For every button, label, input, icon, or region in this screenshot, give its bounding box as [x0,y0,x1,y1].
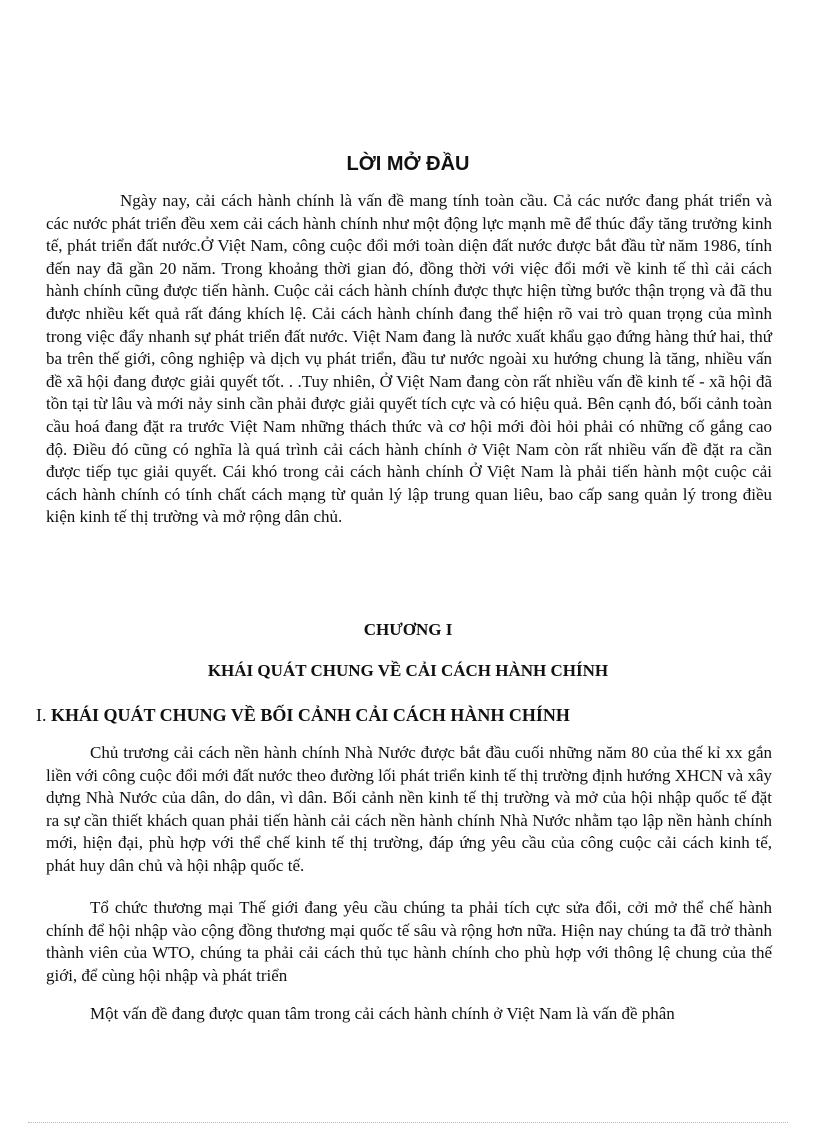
section-heading [36,703,570,727]
section-number: I. [36,705,47,725]
chapter-title: KHÁI QUÁT CHUNG VỀ CẢI CÁCH HÀNH CHÍNH [207,661,609,680]
section-title: KHÁI QUÁT CHUNG VỀ BỐI CẢNH CẢI CÁCH HÀNH CHÍNH [51,705,570,725]
body-paragraph: Chủ trương cải cách nền hành chính Nhà Nước được bắt đầu cuối những năm 80 của thế kỉ xx gắn liền với công cuộc đổi mới đất nước theo đường lối phát triển kinh tế thị trường định hướng XHCN và xây dựng Nhà Nước của dân, do dân, vì dân. Bối cảnh nền kinh tế thị trường và mở của hội nhập quốc tế đặt ra sự cần thiết khách quan phải tiến hành cải cách nền hành chính Nhà Nước nhằm tạo lập nền hành chính mới, hiện đại, phù hợp với thể chế kinh tế thị trường, đáp ứng yêu cầu của công cuộc cải cách kinh tế, phát huy dân chủ và hội nhập quốc tế. [46,743,772,875]
body-paragraph: Một vấn đề đang được quan tâm trong cải cách hành chính ở Việt Nam là vấn đề phân [90,1004,675,1023]
intro-paragraph: Ngày nay, cải cách hành chính là vấn đề mang tính toàn cầu. Cả các nước đang phát triển và các nước phát triển đều xem cải cách hành chính như một động lực mạnh mẽ để thúc đẩy tăng trưởng kinh tế, phát triển đất nước.Ở Việt Nam, công cuộc đổi mới toàn diện đất nước được bắt đầu từ năm 1986, tính đến nay đã gần 20 năm. Trong khoảng thời gian đó, đồng thời với việc đổi mới về kinh tế thì cải cách hành chính cũng được tiến hành. Cuộc cải cách hành chính được thực hiện từng bước thận trọng và đã thu được nhiều kết quả rất đáng khích lệ. Cải cách hành chính đang thể hiện rõ vai trò quan trọng của mình trong việc đẩy nhanh sự phát triển đất nước. Việt Nam đang là nước xuất khẩu gạo đứng hàng thứ hai, thứ ba trên thế giới, công nghiệp và dịch vụ phát triển, đầu tư nước ngoài xu hướng chung là tăng, nhiều vấn đề xã hội đang được giải quyết tốt. . .Tuy nhiên, Ở Việt Nam đang còn rất nhiều vấn đề kinh tế - xã hội đã tồn tại từ lâu và mới nảy sinh cần phải được giải quyết tích cực và có hiệu quả. Bên cạnh đó, bối cảnh toàn cầu hoá đang đặt ra trước Việt Nam những thách thức và cơ hội mới đòi hỏi phải có những cố gắng cao độ. Điều đó cũng có nghĩa là quá trình cải cách hành chính ở Việt Nam còn rất nhiều vấn đề đặt ra cần được tiếp tục giải quyết. Cái khó trong cải cách hành chính Ở Việt Nam là phải tiến hành một cuộc cải cách hành chính có tính chất cách mạng từ quản lý lập trung quan liêu, bao cấp sang quản lý trong điều kiện kinh tế thị trường và mở rộng dân chủ. [46,191,772,527]
chapter-label: CHƯƠNG I [363,620,453,639]
document-title: LỜI MỞ ĐẦU [346,153,470,176]
body-paragraph: Tổ chức thương mại Thế giới đang yêu cầu chúng ta phải tích cực sửa đổi, cởi mở thể chế hành chính để hội nhập vào cộng đồng thương mại quốc tế sâu và rộng hơn nữa. Hiện nay chúng ta đã trở thành thành viên của WTO, chúng ta phải cải cách thủ tục hành chính cho phù hợp với thông lệ chung của thế giới, để cùng hội nhập và phát triển [46,898,772,985]
